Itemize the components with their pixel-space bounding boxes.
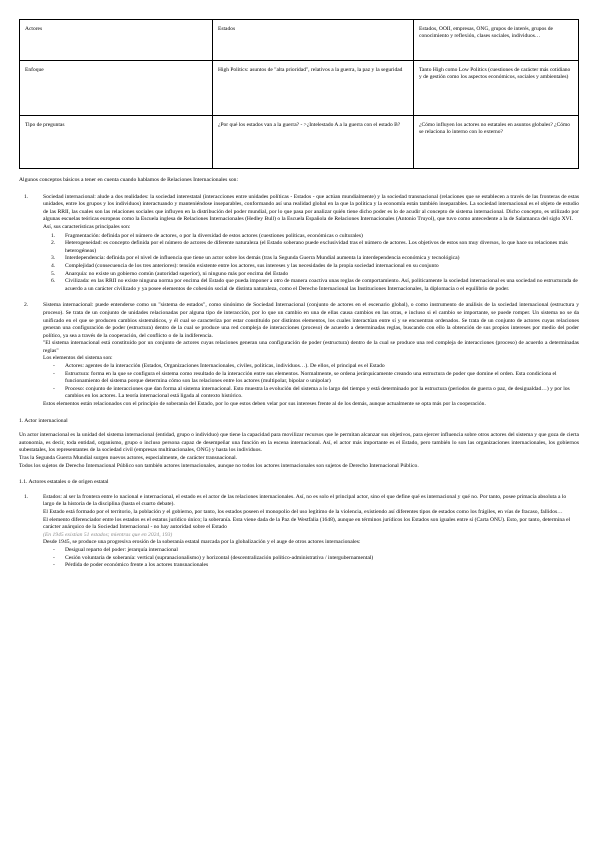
table-cell: ¿Cómo influyen los actores no estatales en asuntos globales? ¿Cómo se relaciona lo interno con lo externo? (414, 116, 579, 169)
sub-list-text: Complejidad (consecuencia de los tres anteriores): tensión existente entre los actores, sus intereses y las necesidades de la propia sociedad internacional en su conjunto (65, 262, 439, 269)
dash-list-text: Estructura: forma en la que se configura el sistema como resultado de la interacción entre sus elementos. Normalmente, se ordena jerárquicamente creando una estructura de poder que domine el orden. Esta condiciona el funcionamiento del sistema porque determina cómo son las relaciones entre los actores (multipolar, bipolar o unipolar) (65, 370, 557, 385)
dash-list-text: Pérdida de poder económico frente a los actores transnacionales (65, 562, 209, 569)
list-number: 2. (24, 302, 29, 309)
paragraph: Un actor internacional es la unidad del sistema internacional (entidad, grupo o individuo) que tiene la capacidad para movilizar recursos que le permitan alcanzar sus objetivos, para ejercer influencia sobre otros actores del sistema y que goza de cierta autonomía, es decir, toda entidad, organismo, grupo o incluso persona capaz de desempeñar una función en la escena internacional. Así, el actor más importante es el Estado, pero también lo son las organizaciones internacionales, los gobiernos subestatales, los representantes de la sociedad civil (empresas multinacionales, ONG) y hasta los individuos. (19, 432, 579, 454)
paragraph: Así, sus características principales son: (43, 223, 131, 230)
dash-list-text: Proceso: conjunto de interacciones que dan forma al sistema internacional. Esto muestra la evolución del sistema a lo largo del tiempo y está determinado por la estructura (periodos de guerra o paz, de desigualdad…) y por los cambios en los actores. La teoría internacional está ligada al contexto histórico. (65, 385, 570, 400)
sub-list-text: Fragmentación: definida por el número de actores, o por la diversidad de estos actores (cuestiones políticas, económicas o culturales) (65, 232, 363, 239)
sub-list-text: Interdependencia: definida por el nivel de influencia que tiene un actor sobre los demás (tras la Segunda Guerra Mundial aumenta la interdependencia económica y tecnológica) (65, 255, 460, 262)
table-cell: Enfoque (20, 61, 213, 116)
table-cell: Tipo de preguntas (20, 116, 213, 169)
list-item (19, 302, 579, 408)
dash-list-text: Cesión voluntaria de soberanía: vertical (supranacionalismo) y horizontal (descentralización político-administrativa / intergubernamental) (65, 554, 374, 561)
sub-list-item (43, 278, 579, 293)
list-number: 1. (24, 193, 29, 200)
paragraph: Sistema internacional: puede entenderse como un "sistema de estados", como sinónimo de Sociedad Internacional (conjunto de actores en el escenario global), o como instrumento de análisis de la sociedad internacional (estructura y proceso). Se trata de un conjunto de unidades relacionadas por alguna tipo de interacción, por lo que un cambio en una de ellas causa cambios en las otras, e incluso si el cambio se importante, se puede romper. Un sistema no se da unificado en el que se producen cambios sistemáticos, y él cual se caracteriza por estar constituido por distintos elementos, los cuales interactúan entre sí y se encuentran ordenados. Se trata de un conjunto de actores cuyas relaciones generan una configuración de poder (estructura) dentro de la cual se produce una red compleja de interacciones (proceso) de acuerdo a determinadas reglas, buscando con ello la obtención de sus propios intereses por medio del poder político, ya sea a través de la cooperación, del conflicto o de la indiferencia. (43, 302, 579, 339)
paragraph: Estos elementos están relacionados con el principio de soberanía del Estado, por lo que estos deben velar por sus intereses frente al de los demás, aunque actualmente se opta más por la cooperación. (43, 401, 486, 408)
paragraph: Sociedad internacional: alude a dos realidades: la sociedad interestatal (interacciones entre unidades políticas - Estados - que actúan mundialmente) y la sociedad transnacional (relaciones que se establecen a través de las fronteras de estas unidades, entre los grupos y los individuos) interactuando y manteniéndose inseparables, conformando así una realidad global en la que la política y la economía están también inseparables. La sociedad internacional es el objeto de estudio de las RRII, las cuales son las relaciones sociales que influyen en la distribución del poder mundial, por lo que pasa por analizar quién tiene dicho poder es lo de acudir al concepto de sistema internacional. Dicho concepto, es utilizado por algunas escuelas teóricas europeas como la Escuela inglesa de Relaciones Internacionales (Hedley Bull) o la Escuela Española de Relaciones Internacionales (Antonio Truyol), que tuvo como antecedente a la de Salamanca del siglo XVI. (43, 193, 579, 223)
table-cell: Tanto High como Low Politics (cuestiones de carácter más cotidiano y de gestión como los aspectos económicos, sociales y ambientales) (414, 61, 579, 116)
paragraph: Desde 1945, se produce una progresiva erosión de la soberanía estatal marcada por la globalización y el auge de otros actores internacionales: (43, 539, 361, 546)
table-cell: High Politics: asuntos de "alta prioridad", relativos a la guerra, la paz y la seguridad (213, 61, 414, 116)
sub-list-item (43, 255, 579, 263)
sub-list-text: Civilizada: en las RRII no existe ninguna norma por encima del Estado que pueda imponer a otro de manera coactiva unas reglas de comportamiento. Así, políticamente la sociedad internacional es una sociedad no estructurada de acuerdo a un carácter civilizado y ya posee elementos de cohesión social de distinta naturaleza, como el Derecho Internacional las Instituciones Internacionales, la diplomacia o el equilibrio de poder. (65, 278, 578, 292)
sub-list-number: 3. (51, 255, 56, 262)
dash-list-item: - Actores: agentes de la interacción (Estados, Organizaciones Internacionales, civiles, políticas, individuos…). De ellos, el principal es el Estado (53, 363, 385, 370)
sub-list-text: Anarquía: no existe un gobierno común (autoridad superior), ni ninguno más por encima del Estado (65, 270, 289, 277)
sub-list-number: 1. (51, 232, 56, 239)
dash-list (43, 547, 579, 570)
dash-list-item: - Proceso: conjunto de interacciones que dan forma al sistema internacional. Esto muestra la evolución del sistema a lo largo del tiempo y está determinado por la estructura (periodos de guerra o paz, de desigualdad…) y por los cambios en los actores. La teoría internacional está ligada al contexto histórico. (53, 385, 570, 400)
intro-paragraph: Algunos conceptos básicos a tener en cuenta cuando hablamos de Relaciones Internacionales son: (19, 177, 239, 183)
list-item (19, 494, 579, 570)
dash-list-item: - Desigual reparto del poder: jerarquía internacional (53, 546, 178, 553)
paragraph: El elemento diferenciador entre los estados es el estatus jurídico único; la soberanía. Esta viene dada de la Paz de Westfalia (1648), aunque en términos jurídicos los Estados son iguales entre sí (Carta ONU). Esto, por tanto, determina el carácter anárquico de la Sociedad Internacional - no hay autoridad sobre el Estado (43, 516, 571, 531)
table-row (20, 61, 579, 116)
list-number: 1. (24, 493, 29, 500)
paragraph: Todos los sujetos de Derecho Internacional Público son también actores internacionales, aunque no todos los actores internacionales son sujetos de Derecho Internacional Público. (19, 462, 419, 469)
table-cell: Actores (20, 20, 213, 61)
paragraph: Tras la Segunda Guerra Mundial surgen nuevos actores, especialmente, de carácter transnacional. (19, 455, 238, 461)
quote-paragraph: "El sistema internacional está constituido por un conjunto de actores cuyas relaciones generan una configuración de poder (estructura) dentro de la cual se produce una red compleja de interacciones (proceso) de acuerdo a determinadas reglas" (43, 340, 579, 354)
actor-list (19, 494, 579, 570)
concept-list (19, 194, 579, 409)
paragraph: Los elementos del sistema son: (43, 355, 113, 362)
sub-list-item (43, 263, 579, 271)
spacer (19, 293, 579, 302)
dash-list-item: - Estructura: forma en la que se configura el sistema como resultado de la interacción entre sus elementos. Normalmente, se ordena jerárquicamente creando una estructura de poder que domine el orden. Esta condiciona el funcionamiento del sistema porque determina cómo son las relaciones entre los actores (multipolar, bipolar o unipolar) (53, 370, 557, 385)
section-heading: 1. Actor internacional (19, 417, 68, 424)
sub-list-number: 4. (51, 262, 56, 269)
document-page (19, 19, 579, 570)
table-row (20, 20, 579, 61)
sub-list-item (43, 271, 579, 279)
sub-list (43, 233, 579, 294)
note-text: (En 1945 existían 51 estados; mientras que en 2024, 193) (43, 531, 173, 538)
dash-list-item: - Pérdida de poder económico frente a los actores transnacionales (53, 562, 209, 569)
sub-list-number: 2. (51, 240, 56, 247)
list-item (19, 194, 579, 294)
dash-list-text: Desigual reparto del poder: jerarquía internacional (65, 546, 178, 553)
dash-list-text: Actores: agentes de la interacción (Estados, Organizaciones Internacionales, civiles, políticas, individuos…). De ellos, el principal es el Estado (65, 363, 385, 370)
section-heading: 1.1. Actores estatales o de origen estatal (19, 479, 109, 486)
paragraph: Estados: al ser la frontera entre lo nacional e internacional, el estado es el actor de las relaciones internacionales. Así, no es solo el principal actor, sino el que define qué es internacional y qué no. Por tanto, posee primacía absoluta a lo largo de la historia de la disciplina (hasta el cuarto debate). (43, 493, 567, 508)
dash-list-item: - Cesión voluntaria de soberanía: vertical (supranacionalismo) y horizontal (descentralización político-administrativa / intergubernamental) (53, 554, 374, 561)
table-cell: ¿Por qué los estados van a la guerra? - >¿Intelestado A a la guerra con el estado B? (213, 116, 414, 169)
paragraph: El Estado está formado por el territorio, la población y el gobierno, por tanto, los estados poseen el monopolio del uso legítimo de la violencia, existiendo así diferentes tipos de estados como los frágiles, en vías de fracaso, fallidos… (43, 508, 563, 515)
table-cell: Estados, OOII, empresas, ONG, grupos de interés, grupos de conocimiento y reflexión, clases sociales, individuos… (414, 20, 579, 61)
sub-list-number: 6. (51, 278, 56, 285)
comparison-table (19, 19, 579, 169)
table-cell: Estados (213, 20, 414, 61)
sub-list-item (43, 240, 579, 255)
sub-list-text: Heterogeneidad: es concepto definida por el número de actores de diferente naturaleza (el Estado soberano puede exclusividad tras el número de actores. Los objetivos de estos son muy diversos, lo que hace su relaciones más heterogéneas) (65, 240, 568, 254)
sub-list-number: 5. (51, 270, 56, 277)
table-row (20, 116, 579, 169)
dash-list (43, 363, 579, 401)
